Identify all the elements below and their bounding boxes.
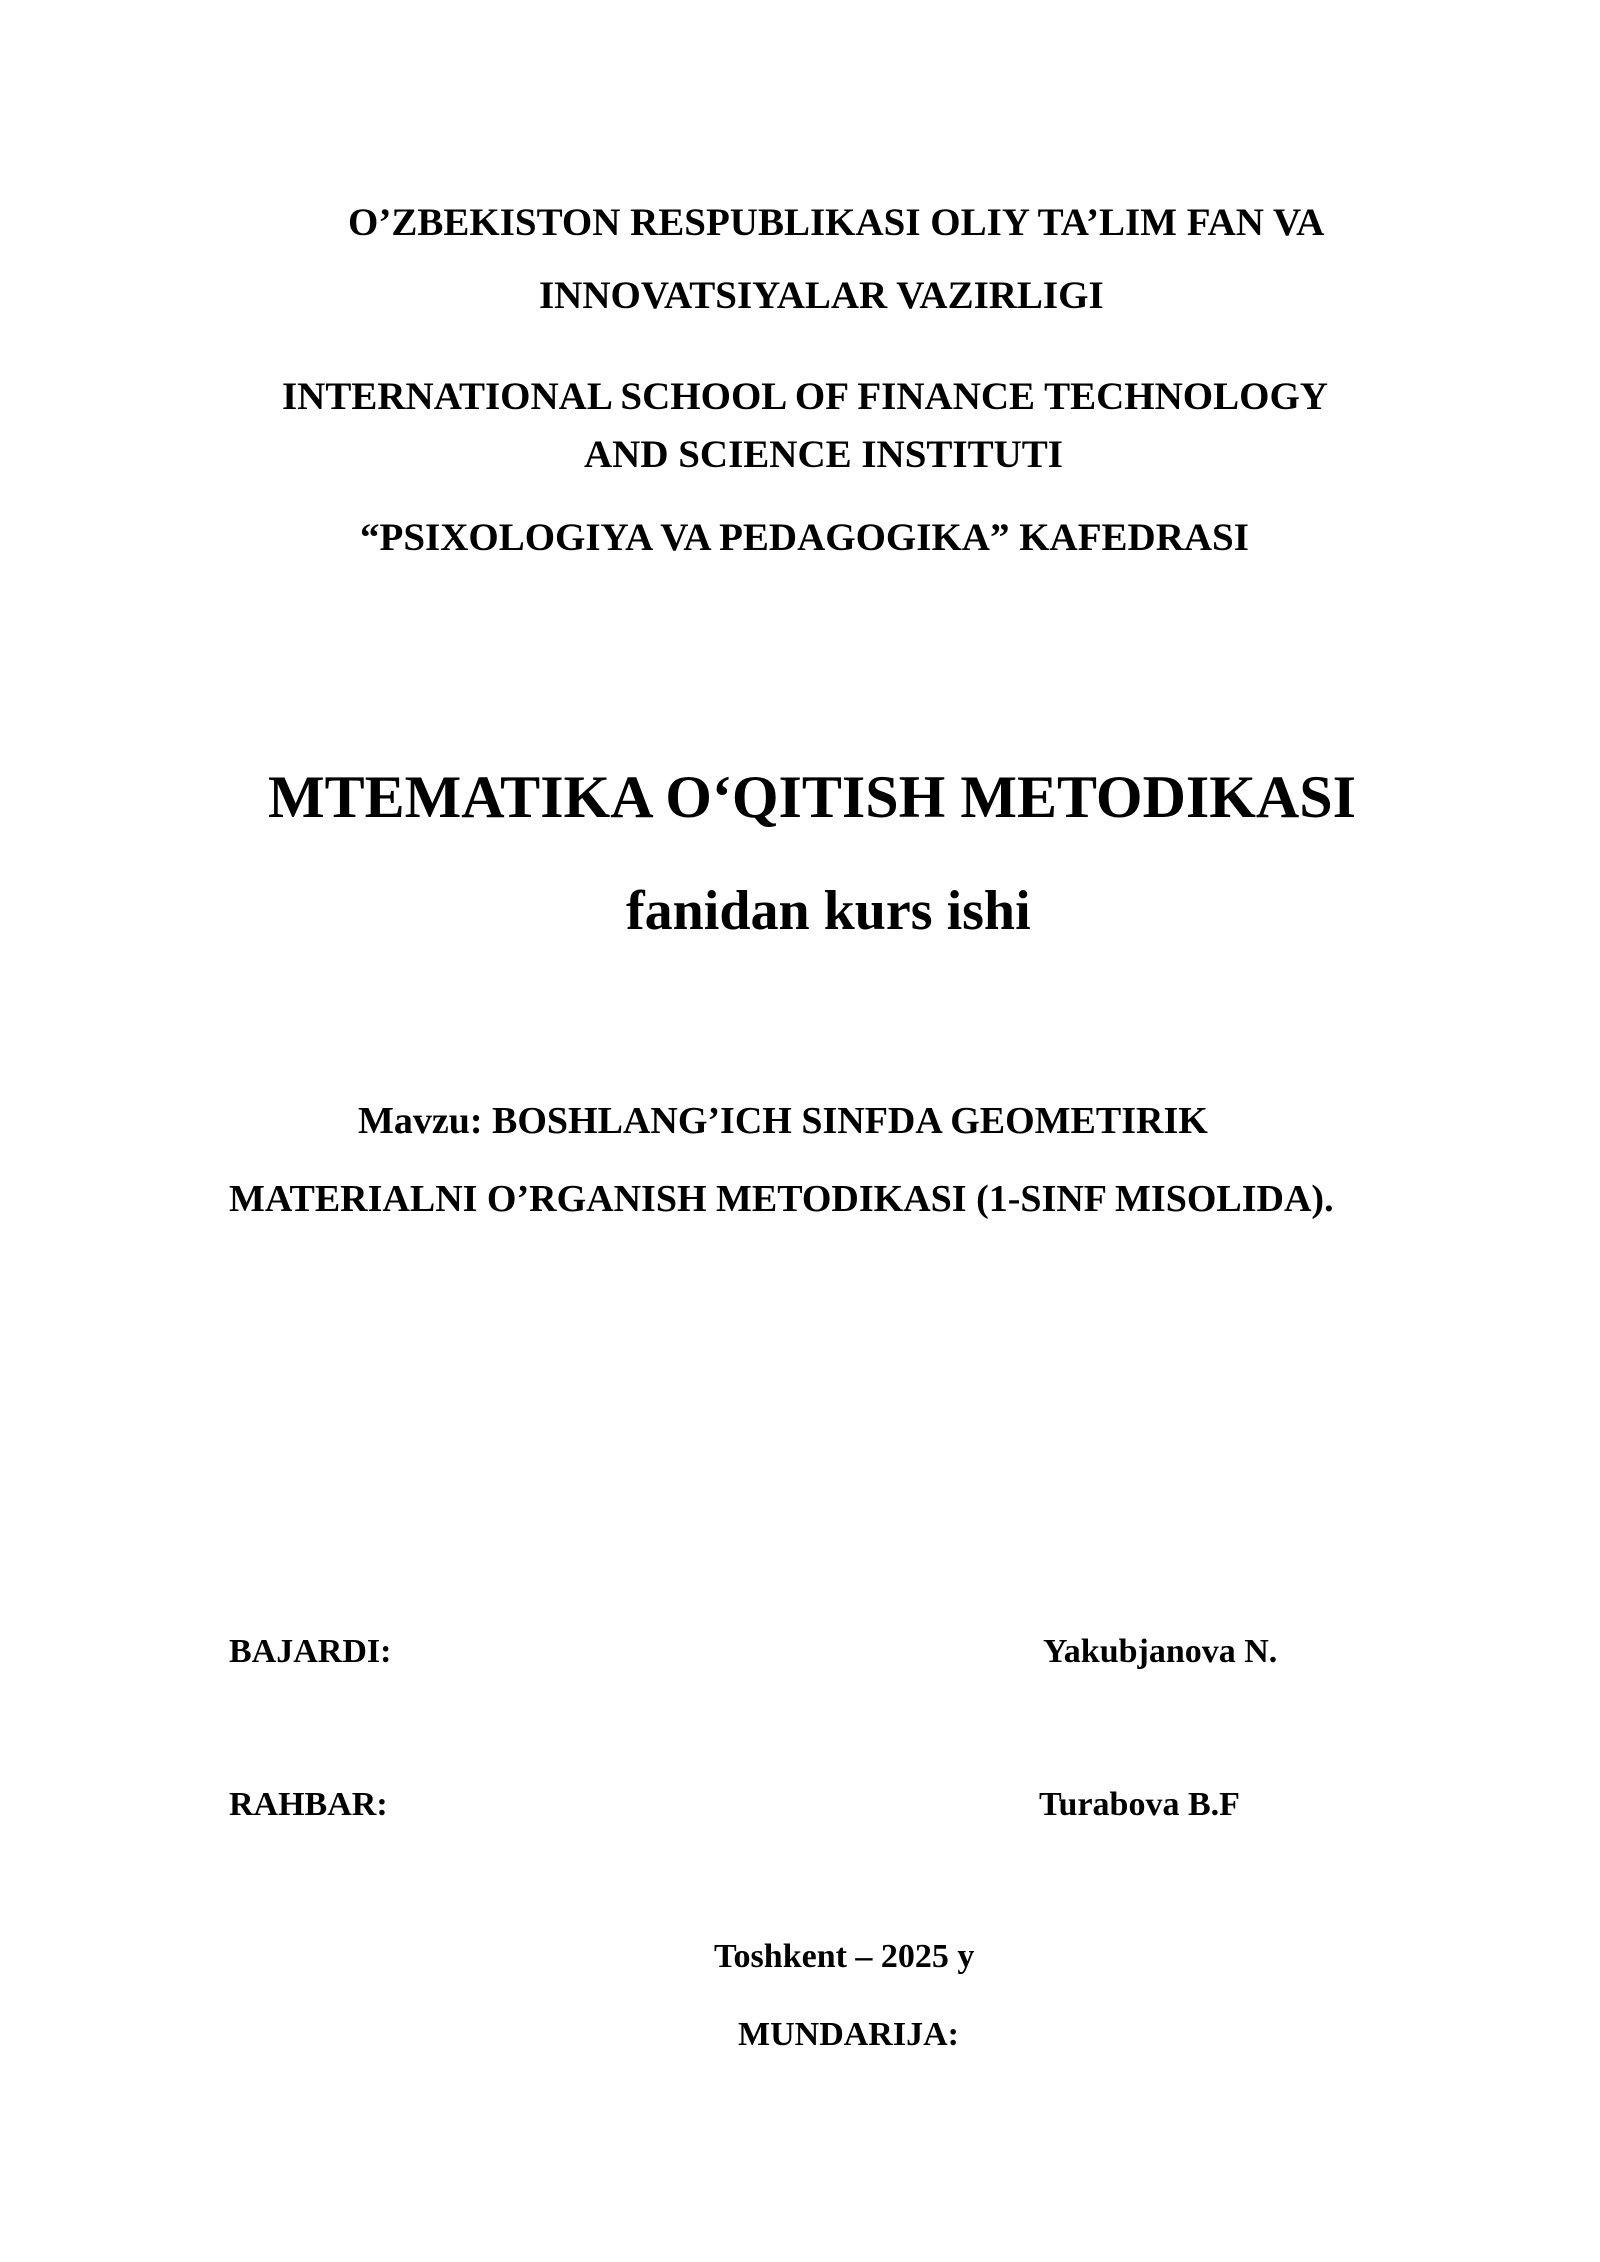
city-year: Toshkent – 2025 y	[714, 1938, 975, 1975]
performer-name: Yakubjanova N.	[1043, 1633, 1278, 1670]
institute-line-1: INTERNATIONAL SCHOOL OF FINANCE TECHNOLOGY	[282, 375, 1328, 418]
department-name: “PSIXOLOGIYA VA PEDAGOGIKA” KAFEDRASI	[360, 516, 1249, 559]
topic-line-1: Mavzu: BOSHLANG’ICH SINFDA GEOMETIRIK	[358, 1100, 1208, 1142]
contents-heading: MUNDARIJA:	[738, 2016, 959, 2053]
ministry-line-1: O’ZBEKISTON RESPUBLIKASI OLIY TA’LIM FAN VA	[348, 201, 1325, 244]
supervisor-label: RAHBAR:	[229, 1786, 388, 1823]
institute-line-2: AND SCIENCE INSTITUTI	[584, 433, 1063, 476]
work-type-subtitle: fanidan kurs ishi	[626, 880, 1031, 942]
topic-line-2: MATERIALNI O’RGANISH METODIKASI (1-SINF MISOLIDA).	[229, 1178, 1334, 1220]
performer-label: BAJARDI:	[229, 1633, 392, 1670]
course-subject-title: MTEMATIKA O‘QITISH METODIKASI	[268, 764, 1356, 830]
ministry-line-2: INNOVATSIYALAR VAZIRLIGI	[539, 274, 1104, 317]
supervisor-name: Turabova B.F	[1039, 1786, 1240, 1823]
